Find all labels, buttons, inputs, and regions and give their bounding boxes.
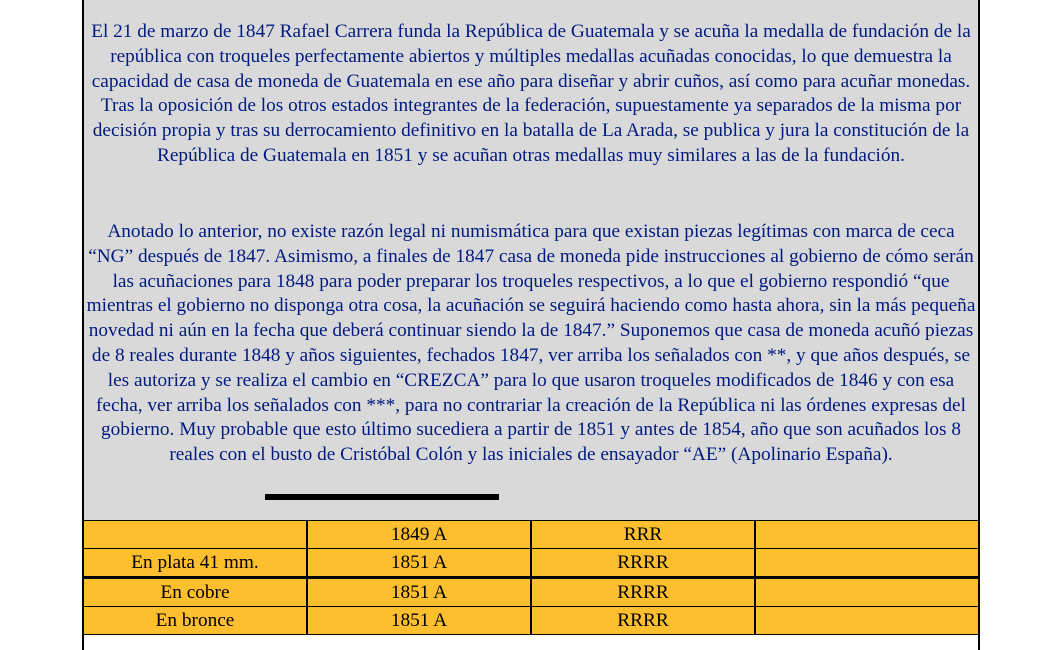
cell-date: 1851 A (307, 578, 531, 607)
cell-notes (755, 549, 978, 578)
cell-description (84, 521, 307, 549)
table-row (84, 521, 978, 549)
cell-notes (755, 607, 978, 635)
paragraph-foundation: El 21 de marzo de 1847 Rafael Carrera funda la República de Guatemala y se acuña la medalla de fundación de la república con troqueles perfectamente abiertos y múltiples medallas acuñadas conocidas, lo que demuestra la capacidad de casa de moneda de Guatemala en ese año para diseñar y abrir cuños, así como para acuñar monedas. Tras la oposición de los otros estados integrantes de la federación, supuestamente ya separados de la misma por decisión propia y tras su derrocamiento definitivo en la batalla de La Arada, se publica y jura la constitución de la República de Guatemala en 1851 y se acuñan otras medallas muy similares a las de la fundación. (91, 21, 971, 166)
paragraph-analysis: Anotado lo anterior, no existe razón legal ni numismática para que existan piezas legítimas con marca de ceca “NG” después de 1847. Asimismo, a finales de 1847 casa de moneda pide instrucciones al gobierno de cómo serán las acuñaciones para 1848 para poder preparar los troqueles respectivos, a lo que el gobierno respondió “que mientras el gobierno no disponga otra cosa, la acuñación se seguirá haciendo como hasta ahora, sin la más pequeña novedad ni aún en la fecha que deberá continuar siendo la de 1847.” Suponemos que casa de moneda acuñó piezas de 8 reales durante 1848 y años siguientes, fechados 1847, ver arriba los señalados con **, y que años después, se les autoriza y se realiza el cambio en “CREZCA” para lo que usaron troqueles modificados de 1846 y con esa fecha, ver arriba los señalados con ***, para no contrariar la creación de la República ni las órdenes expresas del gobierno. Muy probable que esto último sucediera a partir de 1851 y antes de 1854, año que son acuñados los 8 reales con el busto de Cristóbal Colón y las iniciales de ensayador “AE” (Apolinario España). (86, 221, 976, 466)
cell-rarity: RRRR (531, 578, 755, 607)
medal-table (84, 520, 978, 635)
black-underline-bar (265, 494, 499, 500)
cell-date: 1851 A (307, 607, 531, 635)
table-row (84, 607, 978, 635)
cell-rarity: RRR (531, 521, 755, 549)
cell-rarity: RRRR (531, 607, 755, 635)
cell-description: En cobre (84, 578, 307, 607)
table-row (84, 578, 978, 607)
cell-date: 1849 A (307, 521, 531, 549)
text-panel (84, 0, 978, 520)
cell-date: 1851 A (307, 549, 531, 578)
cell-notes (755, 578, 978, 607)
cell-rarity: RRRR (531, 549, 755, 578)
cell-notes (755, 521, 978, 549)
table-row (84, 549, 978, 578)
cell-description: En bronce (84, 607, 307, 635)
page-frame (82, 0, 980, 650)
cell-description: En plata 41 mm. (84, 549, 307, 578)
